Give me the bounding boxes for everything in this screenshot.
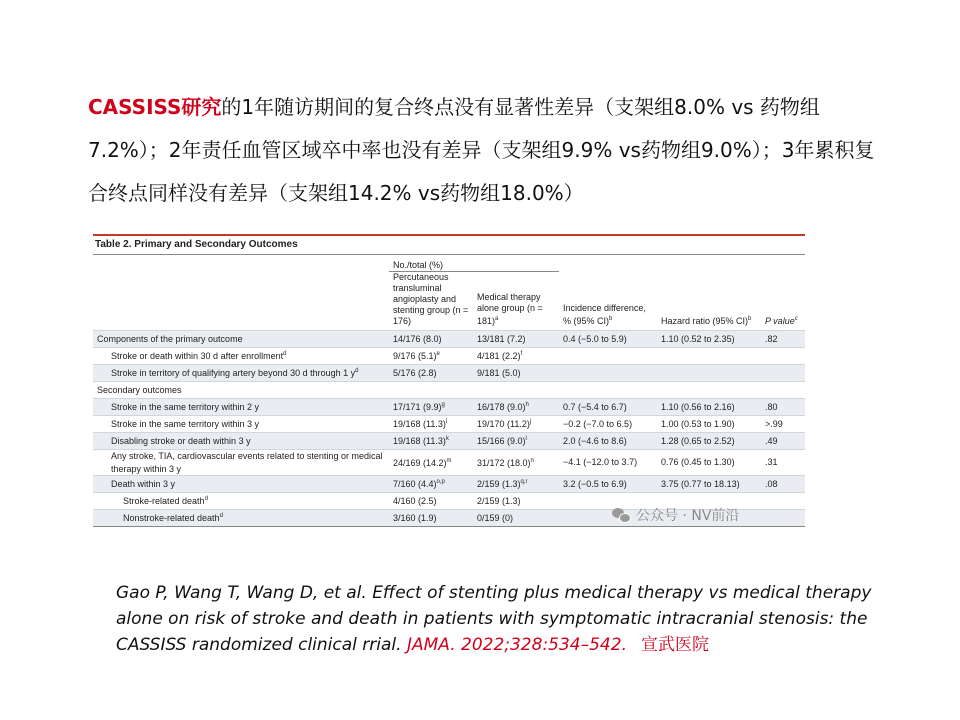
row-label: Stroke in territory of qualifying artery beyond 30 d through 1 $y^d$: [93, 365, 389, 382]
col-medical: Medical therapy alone group (n = 181)$^a$: [477, 292, 543, 326]
row-label: Stroke-related death$^d$: [93, 493, 389, 510]
row-label: Nonstroke-related death$^d$: [93, 510, 389, 527]
cell-medical: 9/181 (5.0): [473, 365, 559, 382]
cell-stent: 7/160 $(4.4)^{o,p}$: [389, 476, 473, 493]
col-incidence: Incidence difference, % (95% CI)$^b$: [563, 303, 646, 326]
table-row: [93, 365, 805, 382]
cell-hazard: [657, 365, 761, 382]
group-header: No./total (%): [389, 255, 559, 272]
row-label: Secondary outcomes: [93, 382, 389, 399]
row-label: Disabling stroke or death within 3 y: [93, 433, 389, 450]
cell-hazard: [657, 348, 761, 365]
cell-medical: 0/159 (0): [473, 510, 559, 527]
table-title: Table 2. Primary and Secondary Outcomes: [93, 234, 805, 255]
cell-incidence: 2.0 (−4.6 to 8.6): [559, 433, 657, 450]
col-pvalue: P value$^c$: [765, 316, 798, 326]
cell-medical: 16/178 $(9.0)^h$: [473, 399, 559, 416]
cell-incidence: 0.4 (−5.0 to 5.9): [559, 331, 657, 348]
cell-pvalue: .08: [761, 476, 805, 493]
row-label: Stroke or death within 30 d after enrollment$^d$: [93, 348, 389, 365]
table-row: [93, 450, 805, 476]
cell-stent: 3/160 (1.9): [389, 510, 473, 527]
cell-hazard: 1.10 (0.56 to 2.16): [657, 399, 761, 416]
cell-medical: 2/159 (1.3): [473, 493, 559, 510]
cell-stent: 17/171 $(9.9)^g$: [389, 399, 473, 416]
row-label: Components of the primary outcome: [93, 331, 389, 348]
cell-medical: 15/166 $(9.0)^l$: [473, 433, 559, 450]
cell-pvalue: >.99: [761, 416, 805, 433]
table-row: [93, 382, 805, 399]
cell-medical: 13/181 (7.2): [473, 331, 559, 348]
cell-incidence: 0.7 (−5.4 to 6.7): [559, 399, 657, 416]
row-label: Death within 3 y: [93, 476, 389, 493]
headline-text: [88, 86, 878, 215]
cell-incidence: [559, 382, 657, 399]
cell-medical: 2/159 $(1.3)^{q,r}$: [473, 476, 559, 493]
cell-pvalue: [761, 382, 805, 399]
cell-stent: 4/160 (2.5): [389, 493, 473, 510]
cell-pvalue: [761, 510, 805, 527]
cell-medical: 4/181 $(2.2)^f$: [473, 348, 559, 365]
cell-pvalue: [761, 348, 805, 365]
cell-pvalue: .82: [761, 331, 805, 348]
cell-medical: [473, 382, 559, 399]
cell-medical: 19/170 $(11.2)^j$: [473, 416, 559, 433]
table-row: [93, 476, 805, 493]
cell-incidence: −0.2 (−7.0 to 6.5): [559, 416, 657, 433]
row-label: Stroke in the same territory within 2 y: [93, 399, 389, 416]
watermark: 公众号 · NV前沿: [612, 505, 739, 525]
cell-pvalue: .80: [761, 399, 805, 416]
cell-stent: 5/176 (2.8): [389, 365, 473, 382]
hospital-name: 宣武医院: [640, 635, 709, 655]
col-hazard: Hazard ratio (95% CI)$^b$: [661, 316, 752, 326]
outcomes-table: [93, 234, 805, 527]
cell-stent: 19/168 $(11.3)^i$: [389, 416, 473, 433]
cell-pvalue: .49: [761, 433, 805, 450]
journal-ref: JAMA. 2022;328:534–542.: [406, 635, 627, 655]
citation: Gao P, Wang T, Wang D, et al. Effect of stenting plus medical therapy vs medical therapy alone on risk of stroke and death in patients with symptomatic intracranial stenosis: the CASSISS randomized clinical rrial. JAMA. 2022;328:534–542. 宣武医院: [116, 583, 872, 655]
cell-incidence: −4.1 (−12.0 to 3.7): [559, 450, 657, 476]
row-label: Stroke in the same territory within 3 y: [93, 416, 389, 433]
col-stent: Percutaneous transluminal angioplasty and stenting group (n = 176): [393, 272, 469, 326]
study-name: CASSISS研究: [88, 95, 222, 119]
headline-body: 的1年随访期间的复合终点没有显著性差异（支架组8.0% vs 药物组7.2%）；2年责任血管区域卒中率也没有差异（支架组9.9% vs药物组9.0%）；3年累积复合终点同样没有差异（支架组14.2% vs药物组18.0%）: [88, 95, 875, 205]
cell-stent: [389, 382, 473, 399]
cell-incidence: [559, 365, 657, 382]
cell-stent: 24/169 $(14.2)^m$: [389, 450, 473, 476]
cell-medical: 31/172 $(18.0)^n$: [473, 450, 559, 476]
cell-stent: 14/176 (8.0): [389, 331, 473, 348]
row-label: Any stroke, TIA, cardiovascular events related to stenting or medical therapy within 3 y: [93, 450, 389, 476]
cell-pvalue: .31: [761, 450, 805, 476]
table-row: [93, 331, 805, 348]
cell-incidence: 3.2 (−0.5 to 6.9): [559, 476, 657, 493]
cell-pvalue: [761, 493, 805, 510]
cell-hazard: 3.75 (0.77 to 18.13): [657, 476, 761, 493]
cell-hazard: 1.10 (0.52 to 2.35): [657, 331, 761, 348]
cell-stent: 19/168 $(11.3)^k$: [389, 433, 473, 450]
cell-hazard: [657, 382, 761, 399]
wechat-icon: [612, 508, 630, 522]
cell-stent: 9/176 $(5.1)^e$: [389, 348, 473, 365]
table-row: [93, 416, 805, 433]
cell-pvalue: [761, 365, 805, 382]
cell-hazard: 1.00 (0.53 to 1.90): [657, 416, 761, 433]
table-row: [93, 348, 805, 365]
table-row: [93, 433, 805, 450]
cell-hazard: 0.76 (0.45 to 1.30): [657, 450, 761, 476]
cell-incidence: [559, 348, 657, 365]
cell-hazard: 1.28 (0.65 to 2.52): [657, 433, 761, 450]
table-row: [93, 399, 805, 416]
